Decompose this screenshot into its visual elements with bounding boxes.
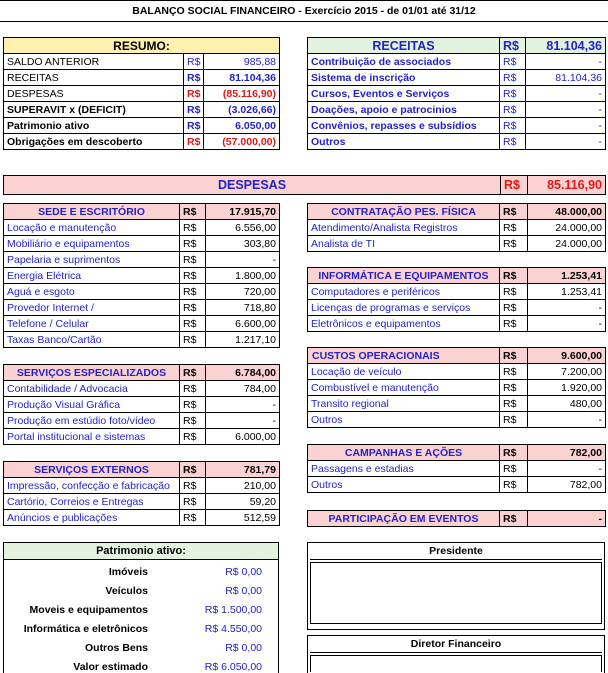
- campanhas-table: [307, 444, 606, 493]
- currency-label: R$: [180, 397, 206, 413]
- sede-value: 718,80: [206, 300, 280, 316]
- custos-row: [308, 412, 606, 428]
- servicos-externos-label: Anúncios e publicações: [4, 510, 180, 526]
- receitas-row: [308, 118, 606, 134]
- resumo-label: SALDO ANTERIOR: [4, 54, 184, 70]
- patrimonio-value: R$ 0,00: [225, 641, 262, 654]
- resumo-row: [4, 70, 280, 86]
- servicos-especializados-label: Produção Visual Gráfica: [4, 397, 180, 413]
- sede-total: 17.915,70: [206, 204, 280, 220]
- servicos-especializados-heading: SERVIÇOS ESPECIALIZADOS: [4, 365, 180, 381]
- sede-label: Papelaria e suprimentos: [4, 252, 180, 268]
- custos-label: Outros: [308, 412, 500, 428]
- currency-label: R$: [184, 134, 204, 150]
- currency-label: R$: [501, 176, 528, 195]
- patrimonio-label: Informática e eletrônicos: [23, 622, 148, 635]
- patrimonio-value: R$ 0,00: [225, 565, 262, 578]
- receitas-row: [308, 70, 606, 86]
- presidente-signature-area: [310, 562, 602, 624]
- currency-label: R$: [180, 429, 206, 445]
- receitas-value: -: [526, 86, 606, 102]
- currency-label: R$: [184, 102, 204, 118]
- patrimonio-row: [4, 619, 278, 638]
- patrimonio-label: Moveis e equipamentos: [29, 603, 148, 616]
- sede-heading: SEDE E ESCRITÓRIO: [4, 204, 180, 220]
- currency-label: R$: [180, 220, 206, 236]
- contratacao-heading: CONTRATAÇÃO PES. FÍSICA: [308, 204, 500, 220]
- resumo-value: (57.000,00): [204, 134, 280, 150]
- sede-label: Taxas Banco/Cartão: [4, 332, 180, 348]
- resumo-value: (3.026,66): [204, 102, 280, 118]
- contratacao-table: [307, 203, 606, 252]
- presidente-label: Presidente: [310, 543, 602, 560]
- despesas-banner: [3, 175, 606, 195]
- sede-row: [4, 220, 280, 236]
- currency-label: R$: [180, 332, 206, 348]
- servicos-externos-total: 781,79: [206, 462, 280, 478]
- sede-value: 720,00: [206, 284, 280, 300]
- patrimonio-list: [4, 562, 278, 673]
- contratacao-label: Atendimento/Analista Registros: [308, 220, 500, 236]
- sede-value: -: [206, 252, 280, 268]
- servicos-especializados-label: Produção em estúdio foto/vídeo: [4, 413, 180, 429]
- servicos-especializados-table: [3, 364, 280, 445]
- receitas-value: -: [526, 102, 606, 118]
- currency-label: R$: [180, 316, 206, 332]
- resumo-value: (85.116,90): [204, 86, 280, 102]
- resumo-label: RECEITAS: [4, 70, 184, 86]
- resumo-row: [4, 134, 280, 150]
- sede-row: [4, 300, 280, 316]
- currency-label: R$: [500, 284, 528, 300]
- despesas-heading: DESPESAS: [4, 176, 501, 195]
- servicos-externos-row: [4, 510, 280, 526]
- currency-label: R$: [180, 252, 206, 268]
- custos-label: Locação de veículo: [308, 364, 500, 380]
- campanhas-value: -: [528, 461, 606, 477]
- servicos-especializados-label: Contabilidade / Advocacia: [4, 381, 180, 397]
- currency-label: R$: [184, 54, 204, 70]
- currency-label: R$: [500, 445, 528, 461]
- resumo-heading: RESUMO:: [4, 38, 280, 54]
- currency-label: R$: [500, 86, 526, 102]
- currency-label: R$: [500, 102, 526, 118]
- receitas-row: [308, 54, 606, 70]
- receitas-table: [307, 37, 606, 150]
- patrimonio-row: [4, 638, 278, 657]
- receitas-total: 81.104,36: [526, 38, 606, 54]
- resumo-table: [3, 37, 280, 150]
- currency-label: R$: [184, 118, 204, 134]
- receitas-label: Cursos, Eventos e Serviços: [308, 86, 500, 102]
- informatica-label: Eletrônicos e equipamentos: [308, 316, 500, 332]
- currency-label: R$: [180, 462, 206, 478]
- servicos-especializados-value: -: [206, 397, 280, 413]
- informatica-row: [308, 300, 606, 316]
- contratacao-total: 48.000,00: [528, 204, 606, 220]
- sede-row: [4, 284, 280, 300]
- currency-label: R$: [500, 477, 528, 493]
- contratacao-value: 24.000,00: [528, 220, 606, 236]
- resumo-label: SUPERAVIT x (DEFICIT): [4, 102, 184, 118]
- currency-label: R$: [500, 134, 526, 150]
- despesas-total: 85.116,90: [528, 176, 606, 195]
- custos-label: Combustível e manutenção: [308, 380, 500, 396]
- sede-label: Aguá e esgoto: [4, 284, 180, 300]
- currency-label: R$: [500, 412, 528, 428]
- resumo-label: Obrigações em descoberto: [4, 134, 184, 150]
- informatica-total: 1.253,41: [528, 268, 606, 284]
- currency-label: R$: [180, 494, 206, 510]
- currency-label: R$: [500, 461, 528, 477]
- servicos-especializados-row: [4, 413, 280, 429]
- currency-label: R$: [500, 38, 526, 54]
- currency-label: R$: [500, 204, 528, 220]
- informatica-label: Computadores e periféricos: [308, 284, 500, 300]
- servicos-externos-label: Impressão, confecção e fabricação: [4, 478, 180, 494]
- currency-label: R$: [500, 364, 528, 380]
- campanhas-value: 782,00: [528, 477, 606, 493]
- custos-value: 7.200,00: [528, 364, 606, 380]
- patrimonio-heading: Patrimonio ativo:: [4, 543, 278, 560]
- informatica-table: [307, 267, 606, 332]
- currency-label: R$: [500, 236, 528, 252]
- receitas-heading: RECEITAS: [308, 38, 500, 54]
- campanhas-row: [308, 461, 606, 477]
- patrimonio-row: [4, 581, 278, 600]
- informatica-value: -: [528, 316, 606, 332]
- patrimonio-box: [3, 542, 279, 673]
- servicos-especializados-value: 6.000,00: [206, 429, 280, 445]
- diretor-signature-area: [310, 655, 602, 672]
- informatica-value: 1.253,41: [528, 284, 606, 300]
- custos-row: [308, 364, 606, 380]
- servicos-externos-label: Cartório, Correios e Entregas: [4, 494, 180, 510]
- servicos-especializados-value: 784,00: [206, 381, 280, 397]
- currency-label: R$: [180, 510, 206, 526]
- receitas-value: -: [526, 54, 606, 70]
- custos-row: [308, 396, 606, 412]
- patrimonio-value: R$ 1.500,00: [204, 603, 262, 616]
- currency-label: R$: [500, 220, 528, 236]
- resumo-row: [4, 86, 280, 102]
- sede-row: [4, 268, 280, 284]
- currency-label: R$: [500, 380, 528, 396]
- informatica-row: [308, 284, 606, 300]
- campanhas-label: Passagens e estadias: [308, 461, 500, 477]
- campanhas-row: [308, 477, 606, 493]
- sede-value: 6.556,00: [206, 220, 280, 236]
- contratacao-value: 24.000,00: [528, 236, 606, 252]
- presidente-signature-box: [307, 542, 605, 630]
- patrimonio-label: Outros Bens: [84, 641, 148, 654]
- patrimonio-value: R$ 0,00: [225, 584, 262, 597]
- sede-label: Locação e manutenção: [4, 220, 180, 236]
- servicos-especializados-row: [4, 381, 280, 397]
- resumo-row: [4, 118, 280, 134]
- sede-row: [4, 316, 280, 332]
- currency-label: R$: [180, 236, 206, 252]
- participacao-heading: PARTICIPAÇÃO EM EVENTOS: [308, 511, 500, 527]
- resumo-label: DESPESAS: [4, 86, 184, 102]
- contratacao-row: [308, 220, 606, 236]
- currency-label: R$: [180, 365, 206, 381]
- currency-label: R$: [500, 70, 526, 86]
- currency-label: R$: [184, 70, 204, 86]
- currency-label: R$: [180, 381, 206, 397]
- sede-value: 6.600,00: [206, 316, 280, 332]
- currency-label: R$: [500, 118, 526, 134]
- servicos-especializados-label: Portal institucional e sistemas: [4, 429, 180, 445]
- currency-label: R$: [500, 511, 528, 527]
- servicos-externos-row: [4, 494, 280, 510]
- resumo-value: 81.104,36: [204, 70, 280, 86]
- diretor-signature-box: [307, 635, 605, 673]
- participacao-total: -: [528, 511, 606, 527]
- sede-table: [3, 203, 280, 348]
- currency-label: R$: [180, 284, 206, 300]
- servicos-especializados-row: [4, 429, 280, 445]
- sede-value: 1.217,10: [206, 332, 280, 348]
- receitas-row: [308, 134, 606, 150]
- receitas-label: Contribuição de associados: [308, 54, 500, 70]
- resumo-value: 6.050,00: [204, 118, 280, 134]
- currency-label: R$: [180, 413, 206, 429]
- receitas-row: [308, 86, 606, 102]
- receitas-value: 81.104,36: [526, 70, 606, 86]
- servicos-externos-value: 512,59: [206, 510, 280, 526]
- sede-label: Energia Elétrica: [4, 268, 180, 284]
- resumo-value: 985,88: [204, 54, 280, 70]
- receitas-label: Sistema de inscrição: [308, 70, 500, 86]
- currency-label: R$: [500, 348, 528, 364]
- sede-label: Provedor Internet /: [4, 300, 180, 316]
- informatica-label: Licenças de programas e serviços: [308, 300, 500, 316]
- patrimonio-total-label: Valor estimado: [73, 660, 148, 673]
- informatica-heading: INFORMÁTICA E EQUIPAMENTOS: [308, 268, 500, 284]
- page-title: BALANÇO SOCIAL FINANCEIRO - Exercício 2015 - de 01/01 até 31/12: [132, 5, 476, 17]
- patrimonio-total-value: R$ 6.050,00: [204, 660, 262, 673]
- informatica-value: -: [528, 300, 606, 316]
- currency-label: R$: [180, 204, 206, 220]
- sede-row: [4, 252, 280, 268]
- resumo-row: [4, 54, 280, 70]
- sede-label: Telefone / Celular: [4, 316, 180, 332]
- custos-value: 480,00: [528, 396, 606, 412]
- receitas-label: Convênios, repasses e subsídios: [308, 118, 500, 134]
- diretor-label: Diretor Financeiro: [310, 636, 602, 653]
- servicos-externos-row: [4, 478, 280, 494]
- currency-label: R$: [500, 268, 528, 284]
- receitas-row: [308, 102, 606, 118]
- receitas-value: -: [526, 118, 606, 134]
- currency-label: R$: [500, 300, 528, 316]
- servicos-externos-value: 59,20: [206, 494, 280, 510]
- currency-label: R$: [180, 478, 206, 494]
- patrimonio-label: Imóveis: [108, 565, 148, 578]
- custos-row: [308, 380, 606, 396]
- campanhas-label: Outros: [308, 477, 500, 493]
- patrimonio-label: Veículos: [105, 584, 148, 597]
- informatica-row: [308, 316, 606, 332]
- campanhas-heading: CAMPANHAS E AÇÕES: [308, 445, 500, 461]
- sede-row: [4, 332, 280, 348]
- patrimonio-row: [4, 600, 278, 619]
- currency-label: R$: [180, 268, 206, 284]
- custos-label: Transito regional: [308, 396, 500, 412]
- custos-heading: CUSTOS OPERACIONAIS: [308, 348, 500, 364]
- receitas-label: Outros: [308, 134, 500, 150]
- patrimonio-row: [4, 562, 278, 581]
- custos-value: 1.920,00: [528, 380, 606, 396]
- receitas-label: Doações, apoio e patrocinios: [308, 102, 500, 118]
- servicos-externos-value: 210,00: [206, 478, 280, 494]
- contratacao-row: [308, 236, 606, 252]
- patrimonio-total-row: [4, 657, 278, 673]
- custos-total: 9.600,00: [528, 348, 606, 364]
- campanhas-total: 782,00: [528, 445, 606, 461]
- sede-value: 1.800,00: [206, 268, 280, 284]
- receitas-value: -: [526, 134, 606, 150]
- currency-label: R$: [500, 396, 528, 412]
- sede-value: 303,80: [206, 236, 280, 252]
- sede-label: Mobiliário e equipamentos: [4, 236, 180, 252]
- title-band: [0, 0, 608, 22]
- servicos-especializados-total: 6.784,00: [206, 365, 280, 381]
- custos-table: [307, 347, 606, 428]
- resumo-label: Patrimonio ativo: [4, 118, 184, 134]
- servicos-externos-heading: SERVIÇOS EXTERNOS: [4, 462, 180, 478]
- resumo-row: [4, 102, 280, 118]
- servicos-especializados-row: [4, 397, 280, 413]
- currency-label: R$: [500, 316, 528, 332]
- sede-row: [4, 236, 280, 252]
- currency-label: R$: [184, 86, 204, 102]
- currency-label: R$: [500, 54, 526, 70]
- patrimonio-value: R$ 4.550,00: [204, 622, 262, 635]
- contratacao-label: Analista de TI: [308, 236, 500, 252]
- currency-label: R$: [180, 300, 206, 316]
- servicos-externos-table: [3, 461, 280, 526]
- servicos-especializados-value: -: [206, 413, 280, 429]
- participacao-table: [307, 510, 606, 527]
- custos-value: -: [528, 412, 606, 428]
